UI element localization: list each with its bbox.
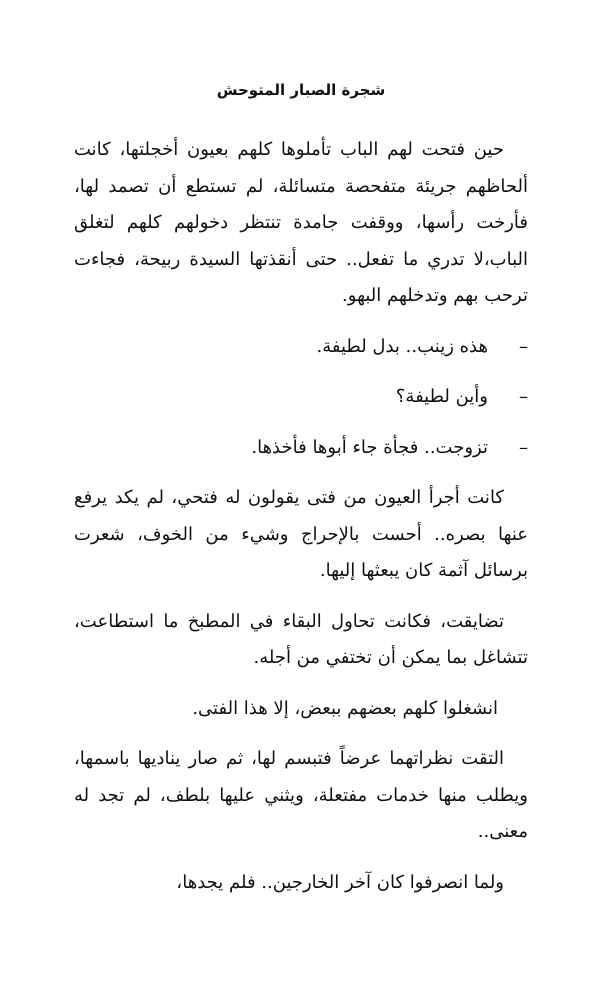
dialogue-dash: –: [519, 335, 528, 357]
dialogue-dash: –: [519, 436, 528, 458]
chapter-title: شجرة الصبار المتوحش: [216, 81, 386, 99]
paragraph-6: ولما انصرفوا كان آخر الخارجين.. فلم يجدها،: [176, 871, 504, 893]
dialogue-line-1: [74, 329, 528, 366]
dialogue-text-1: هذه زينب.. بدل لطيفة.: [316, 335, 488, 357]
paragraph-5: التقت نظراتهما عرضاً فتبسم لها، ثم صار يناديها باسمها، ويطلب منها خدمات مفتعلة، ويثني عليها بلطف، لم تجد له معنى..: [74, 748, 528, 842]
paragraph-4: انشغلوا كلهم بعضهم ببعض، إلا هذا الفتى.: [192, 697, 498, 719]
paragraph-2: كانت أجرأ العيون من فتى يقولون له فتحي، لم يكد يرفع عنها بصره.. أحست بالإحراج وشيء من الخوف، شعرت برسائل آثمة كان يبعثها إليها.: [74, 487, 528, 581]
dialogue-line-2: [74, 379, 528, 416]
story-body: [74, 132, 528, 915]
dialogue-dash: –: [519, 386, 528, 407]
dialogue-line-3: [74, 430, 528, 467]
dialogue-text-2: وأين لطيفة؟: [395, 386, 488, 407]
paragraph-3: تضايقت، فكانت تحاول البقاء في المطبخ ما استطاعت، تتشاغل بما يمكن أن تختفي من أجله.: [74, 610, 528, 668]
paragraph-1: حين فتحت لهم الباب تأملوها كلهم بعيون أخجلتها، كانت ألحاظهم جريئة متفحصة متسائلة، لم تستطع أن تصمد لها، فأرخت رأسها، ووقفت جامدة تنتظر دخولهم كلهم لتغلق الباب،لا تدري ما تفعل.. حتى أنقذتها السيدة ربيحة، فجاءت ترحب بهم وتدخلهم البهو.: [74, 139, 528, 306]
dialogue-text-3: تزوجت.. فجأة جاء أبوها فأخذها.: [251, 436, 488, 458]
